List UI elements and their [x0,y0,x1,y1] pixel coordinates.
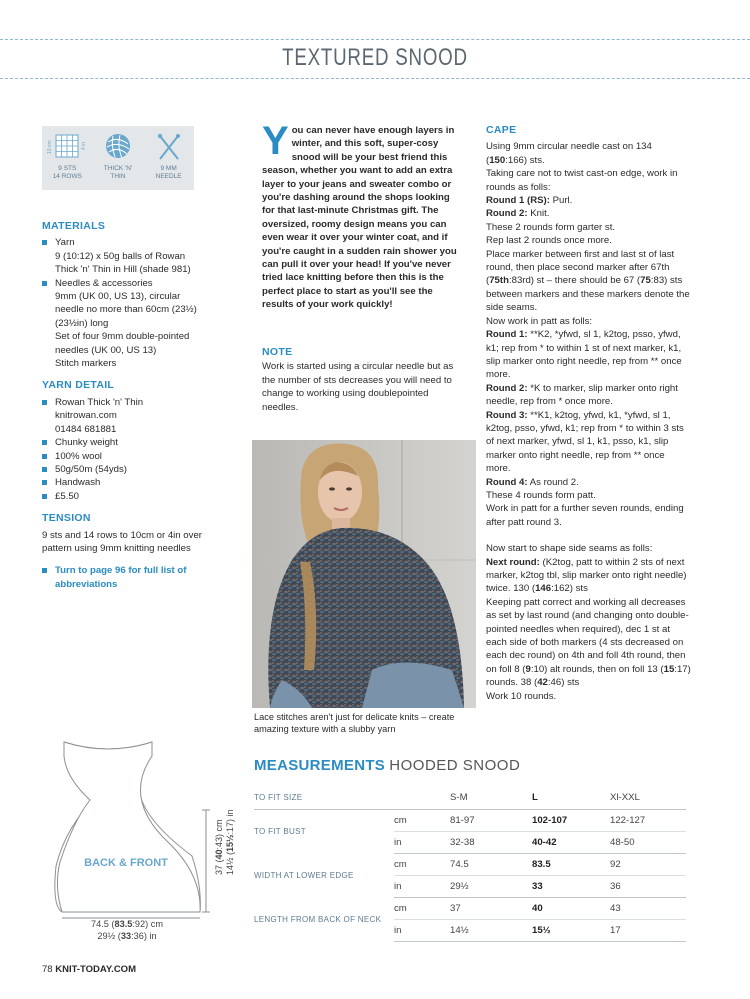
width-dimension: 74.5 (83.5:92) cm 29½ (33:36) in [90,919,164,941]
cape-line: These 2 rounds form garter st. [486,221,616,233]
photo-caption: Lace stitches aren't just for delicate knits – create amazing texture with a slubby yarn [254,712,455,734]
cape-line: Place marker between first and last st of last round, then place second marker after 67th (75th:83rd) st – there should be 67 (75:83) sts between markers and these markers denote the side seams. [486,248,690,314]
diagram-label: BACK & FRONT [84,857,168,869]
intro-dropcap: Y [262,119,289,163]
measurements-title-sub: HOODED SNOOD [389,757,521,774]
cape-line: Round 2: *K to marker, slip marker onto right needle, rep from * once more. [486,382,678,408]
table-row: LENGTH FROM BACK OF NECK cm 37 40 43 [254,897,686,919]
yarn-detail-list [42,396,202,503]
list-item: Stitch markers [55,358,117,370]
yarn-ball-icon [103,132,133,162]
list-item: Chunky weight [42,436,202,449]
cape-line: Next round: (K2tog, patt to within 2 sts of next marker, k2tog tbl, slip marker onto right needle) twice. 130 (146:162) sts [486,556,687,595]
cape-line: Keeping patt correct and working all decreases as set by last round (and changing onto double-pointed needles when required), dec 1 st at each side of both markers (4 sts decreased on each dec round) on 4th and foll 4th round, then on foll 8 (9:10) alt rounds, then on foll 13 (15:17) rounds. 38 (42:46) sts [486,596,691,689]
intro-paragraph [262,119,462,312]
table-row: TO FIT BUST cm 81-97 102-107 122-127 [254,809,686,831]
note-heading: NOTE [262,346,293,358]
cape-line: Round 2: Knit. [486,208,550,220]
table-row [254,787,686,809]
table-row: WIDTH AT LOWER EDGE cm 74.5 83.5 92 [254,853,686,875]
measurements-title-main: MEASUREMENTS [254,757,386,774]
cape-line: Round 1: **K2, *yfwd, sl 1, k2tog, psso, yfwd, k1; rep from * to within 1 st of next marker, k1, slip marker onto right needle, rep from ** once more. [486,329,682,381]
list-item: 9mm (UK 00, US 13), circular needle no more than 60cm (23½) (23½in) long [55,291,197,329]
cape-line: These 4 rounds form patt. [486,489,596,501]
cape-body [486,140,691,703]
cape-line: Now start to shape side seams as folls: [486,543,653,555]
list-item: knitrowan.com [55,410,117,422]
size-col-1: S-M [450,787,532,809]
cape-line: Now work in patt as folls: [486,315,593,327]
tension-grid-icon [47,132,87,162]
cape-line: Round 3: **K1, k2tog, yfwd, k1, *yfwd, sl 1, k2tog, psso, yfwd, k1; rep from * to within 3 sts of next marker, yfwd, sl 1, k1, psso, k1, slip marker onto right needle, rep from ** once more. [486,409,684,475]
to-fit-size-label: TO FIT SIZE [254,787,394,809]
tension-side-left: 10 cm [47,140,54,154]
size-col-3: Xl-XXL [610,787,686,809]
cape-line: Round 4: As round 2. [486,476,579,488]
sidebar [42,220,202,591]
row-label: TO FIT BUST [254,826,306,836]
note-text: Work is started using a circular needle but as the number of sts decreases you will need to change to working using doublepointed needles. [262,361,454,413]
yarn-detail-heading: YARN DETAIL [42,379,115,392]
size-col-2: L [532,787,610,809]
cape-instructions [486,124,691,703]
row-label: LENGTH FROM BACK OF NECK [254,914,382,924]
list-item: Handwash [42,476,202,489]
list-item: Set of four 9mm double-pointed needles (UK 00, US 13) [55,331,190,356]
page-number: 78 [42,964,53,975]
tension-text: 9 sts and 14 rows to 10cm or 4in over pattern using 9mm knitting needles [42,529,202,554]
yarn-label: THICK 'N' THIN [103,165,133,180]
list-item: 9 (10:12) x 50g balls of Rowan Thick 'n' Thin in Hill (shade 981) [55,250,191,276]
table-row: in 14½ 15½ 17 [254,919,686,941]
page-footer [42,964,136,975]
needle-label: 9 MM NEEDLE [155,165,182,180]
cape-line: Using 9mm circular needle cast on 134 (150:166) sts. [486,141,652,166]
measurements-title [254,757,520,775]
model-wearing-snood-image [252,440,476,708]
list-item: 50g/50m (54yds) [42,463,202,476]
yarn-info [95,132,141,190]
pattern-info-box [42,126,194,190]
tension-heading: TENSION [42,512,91,525]
tension-label: 9 STS 14 ROWS [52,165,82,180]
list-item: £5.50 [42,490,202,503]
materials-heading: MATERIALS [42,220,106,232]
materials-list [42,236,202,370]
cape-line: Taking care not to twist cast-on edge, work in rounds as folls: [486,168,678,193]
row-label: WIDTH AT LOWER EDGE [254,870,354,880]
website: KNIT-TODAY.COM [55,964,136,975]
model-photo [252,440,476,708]
table-row: in 29½ 33 36 [254,875,686,897]
note-section [262,346,462,414]
cape-line: Work in patt for a further seven rounds, ending after patt round 3. [486,503,684,528]
page-title: TEXTURED SNOOD [282,44,468,71]
list-item: 01484 681881 [55,423,117,435]
intro-text: ou can never have enough layers in winter, and this soft, super-cosy snood will be your best friend this season, whether you want to add an extra layer to your jeans and sweater combo or you're dashing around the shops looking for that last-minute Christmas gift. The oversized, roomy design means you can even wear it over your winter coat, and if you're caught in a sudden rain shower you can pull it over your head! If you've never tried lace knitting before then this is the perfect place to start as you'll see the results of your work quickly! [262,125,457,311]
list-item: 100% wool [42,450,202,463]
list-item: Rowan Thick 'n' Thin [42,396,202,409]
cape-line: Rep last 2 rounds once more. [486,235,612,247]
list-item: Yarn [42,236,202,249]
tension-info [44,132,90,190]
tension-side-right: 4 in [81,141,88,150]
abbreviations-link[interactable]: Turn to page 96 for full list of abbreviations [42,564,202,591]
needle-info [146,132,192,190]
cape-line: Round 1 (RS): Purl. [486,195,573,207]
top-dashed-rule [0,39,750,40]
title-dashed-rule [0,78,750,79]
needles-icon [154,132,184,162]
table-row: in 32-38 40-42 48-50 [254,831,686,853]
cape-heading: CAPE [486,124,517,136]
length-dimension: 37 (40:43) cm 14½ (15½:17) in [214,809,235,875]
measurements-table [254,787,686,942]
list-item: Needles & accessories [42,277,202,290]
cape-line: Work 10 rounds. [486,690,557,702]
